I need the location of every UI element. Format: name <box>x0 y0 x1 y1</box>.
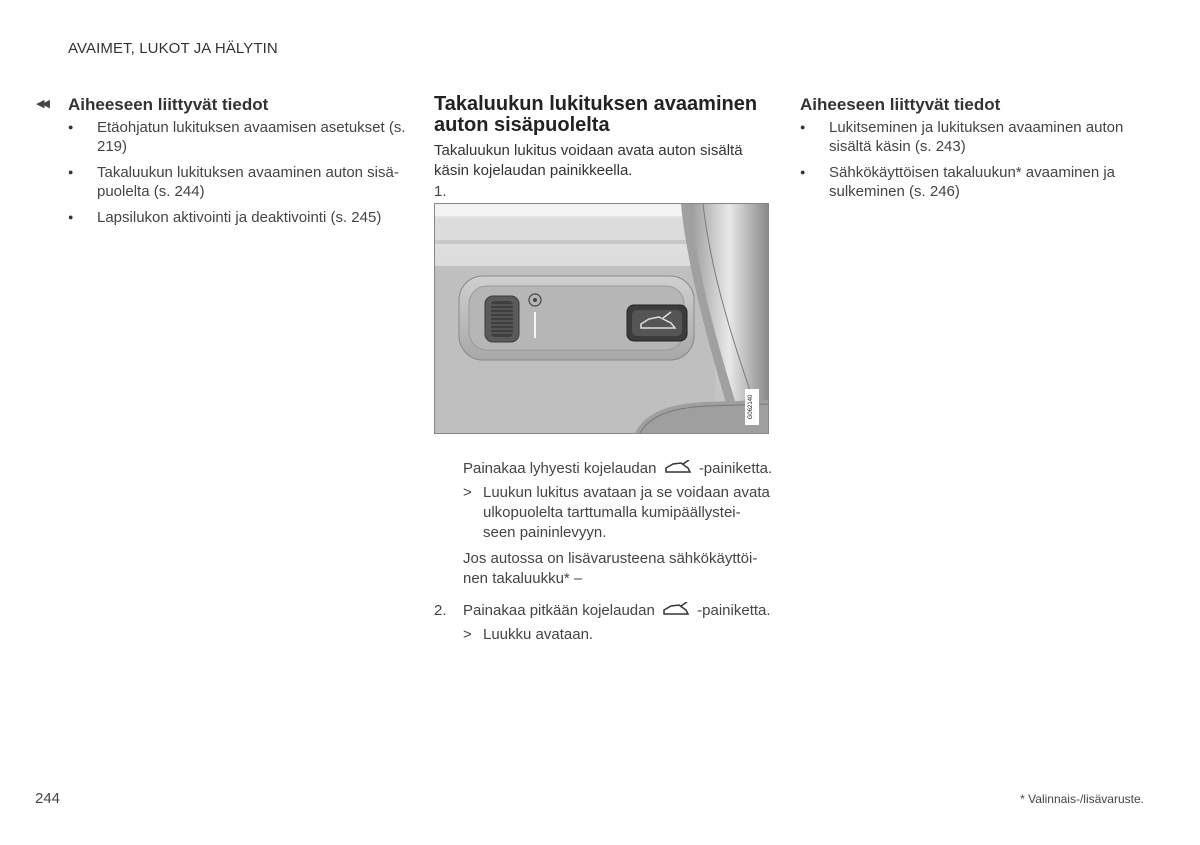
footnote: * Valinnais-/lisävaruste. <box>1020 792 1144 806</box>
related-link[interactable]: ● Takaluukun lukituksen avaaminen auton sisä-puolelta (s. 244) <box>68 163 408 201</box>
main-section <box>434 94 779 654</box>
related-link[interactable]: ● Lukitseminen ja lukituksen avaaminen auton sisältä käsin (s. 243) <box>800 118 1140 156</box>
step-2-number: 2. <box>434 602 447 619</box>
tailgate-icon <box>662 602 690 618</box>
step-1-instruction <box>463 459 772 479</box>
step-1-number: 1. <box>434 183 447 200</box>
step-1-text-post: -painiketta. <box>698 460 773 477</box>
left-heading: Aiheeseen liittyvät tiedot <box>68 95 269 114</box>
result-marker: > <box>463 626 472 643</box>
left-related-list <box>68 118 408 227</box>
page-number: 244 <box>35 790 61 807</box>
right-related-info <box>800 94 1140 208</box>
left-related-info <box>36 94 408 234</box>
step-2-result <box>463 625 773 645</box>
step-1-text-pre: Painakaa lyhyesti kojelaudan <box>463 460 657 477</box>
page-header: AVAIMET, LUKOT JA HÄLYTIN <box>68 40 278 57</box>
right-related-list <box>800 118 1140 201</box>
section-title: Takaluukun lukituksen avaaminen auton sisäpuolelta <box>434 93 758 136</box>
dashboard-button-illustration <box>434 203 769 434</box>
double-left-chevron-icon[interactable]: ◀◀ <box>36 98 47 110</box>
related-link[interactable]: ● Sähkökäyttöisen takaluukun* avaaminen ja sulkeminen (s. 246) <box>800 163 1140 201</box>
result-marker: > <box>463 484 472 501</box>
step-2-text-pre: Painakaa pitkään kojelaudan <box>463 602 655 619</box>
tailgate-icon <box>664 460 692 476</box>
step-1-result <box>463 483 773 543</box>
step-2-instruction <box>463 601 771 621</box>
figure-code: G062140 <box>748 394 754 420</box>
related-link[interactable]: ● Etäohjatun lukituksen avaamisen asetukset (s. 219) <box>68 118 408 156</box>
related-link[interactable]: ● Lapsilukon aktivointi ja deaktivointi (s. 245) <box>68 208 408 227</box>
power-tailgate-note: Jos autossa on lisävarusteena sähkökäyttöi-nen takaluukku* – <box>463 550 758 587</box>
step-2-result-text: Luukku avataan. <box>483 626 594 643</box>
section-intro: Takaluukun lukitus voidaan avata auton sisältä käsin kojelaudan painikkeella. <box>434 142 743 179</box>
right-heading: Aiheeseen liittyvät tiedot <box>800 95 1001 114</box>
step-1-result-text: Luukun lukitus avataan ja se voidaan avata ulkopuolelta tarttumalla kumipäällystei-seen paininlevyyn. <box>483 484 770 541</box>
step-2-text-post: -painiketta. <box>697 602 771 619</box>
